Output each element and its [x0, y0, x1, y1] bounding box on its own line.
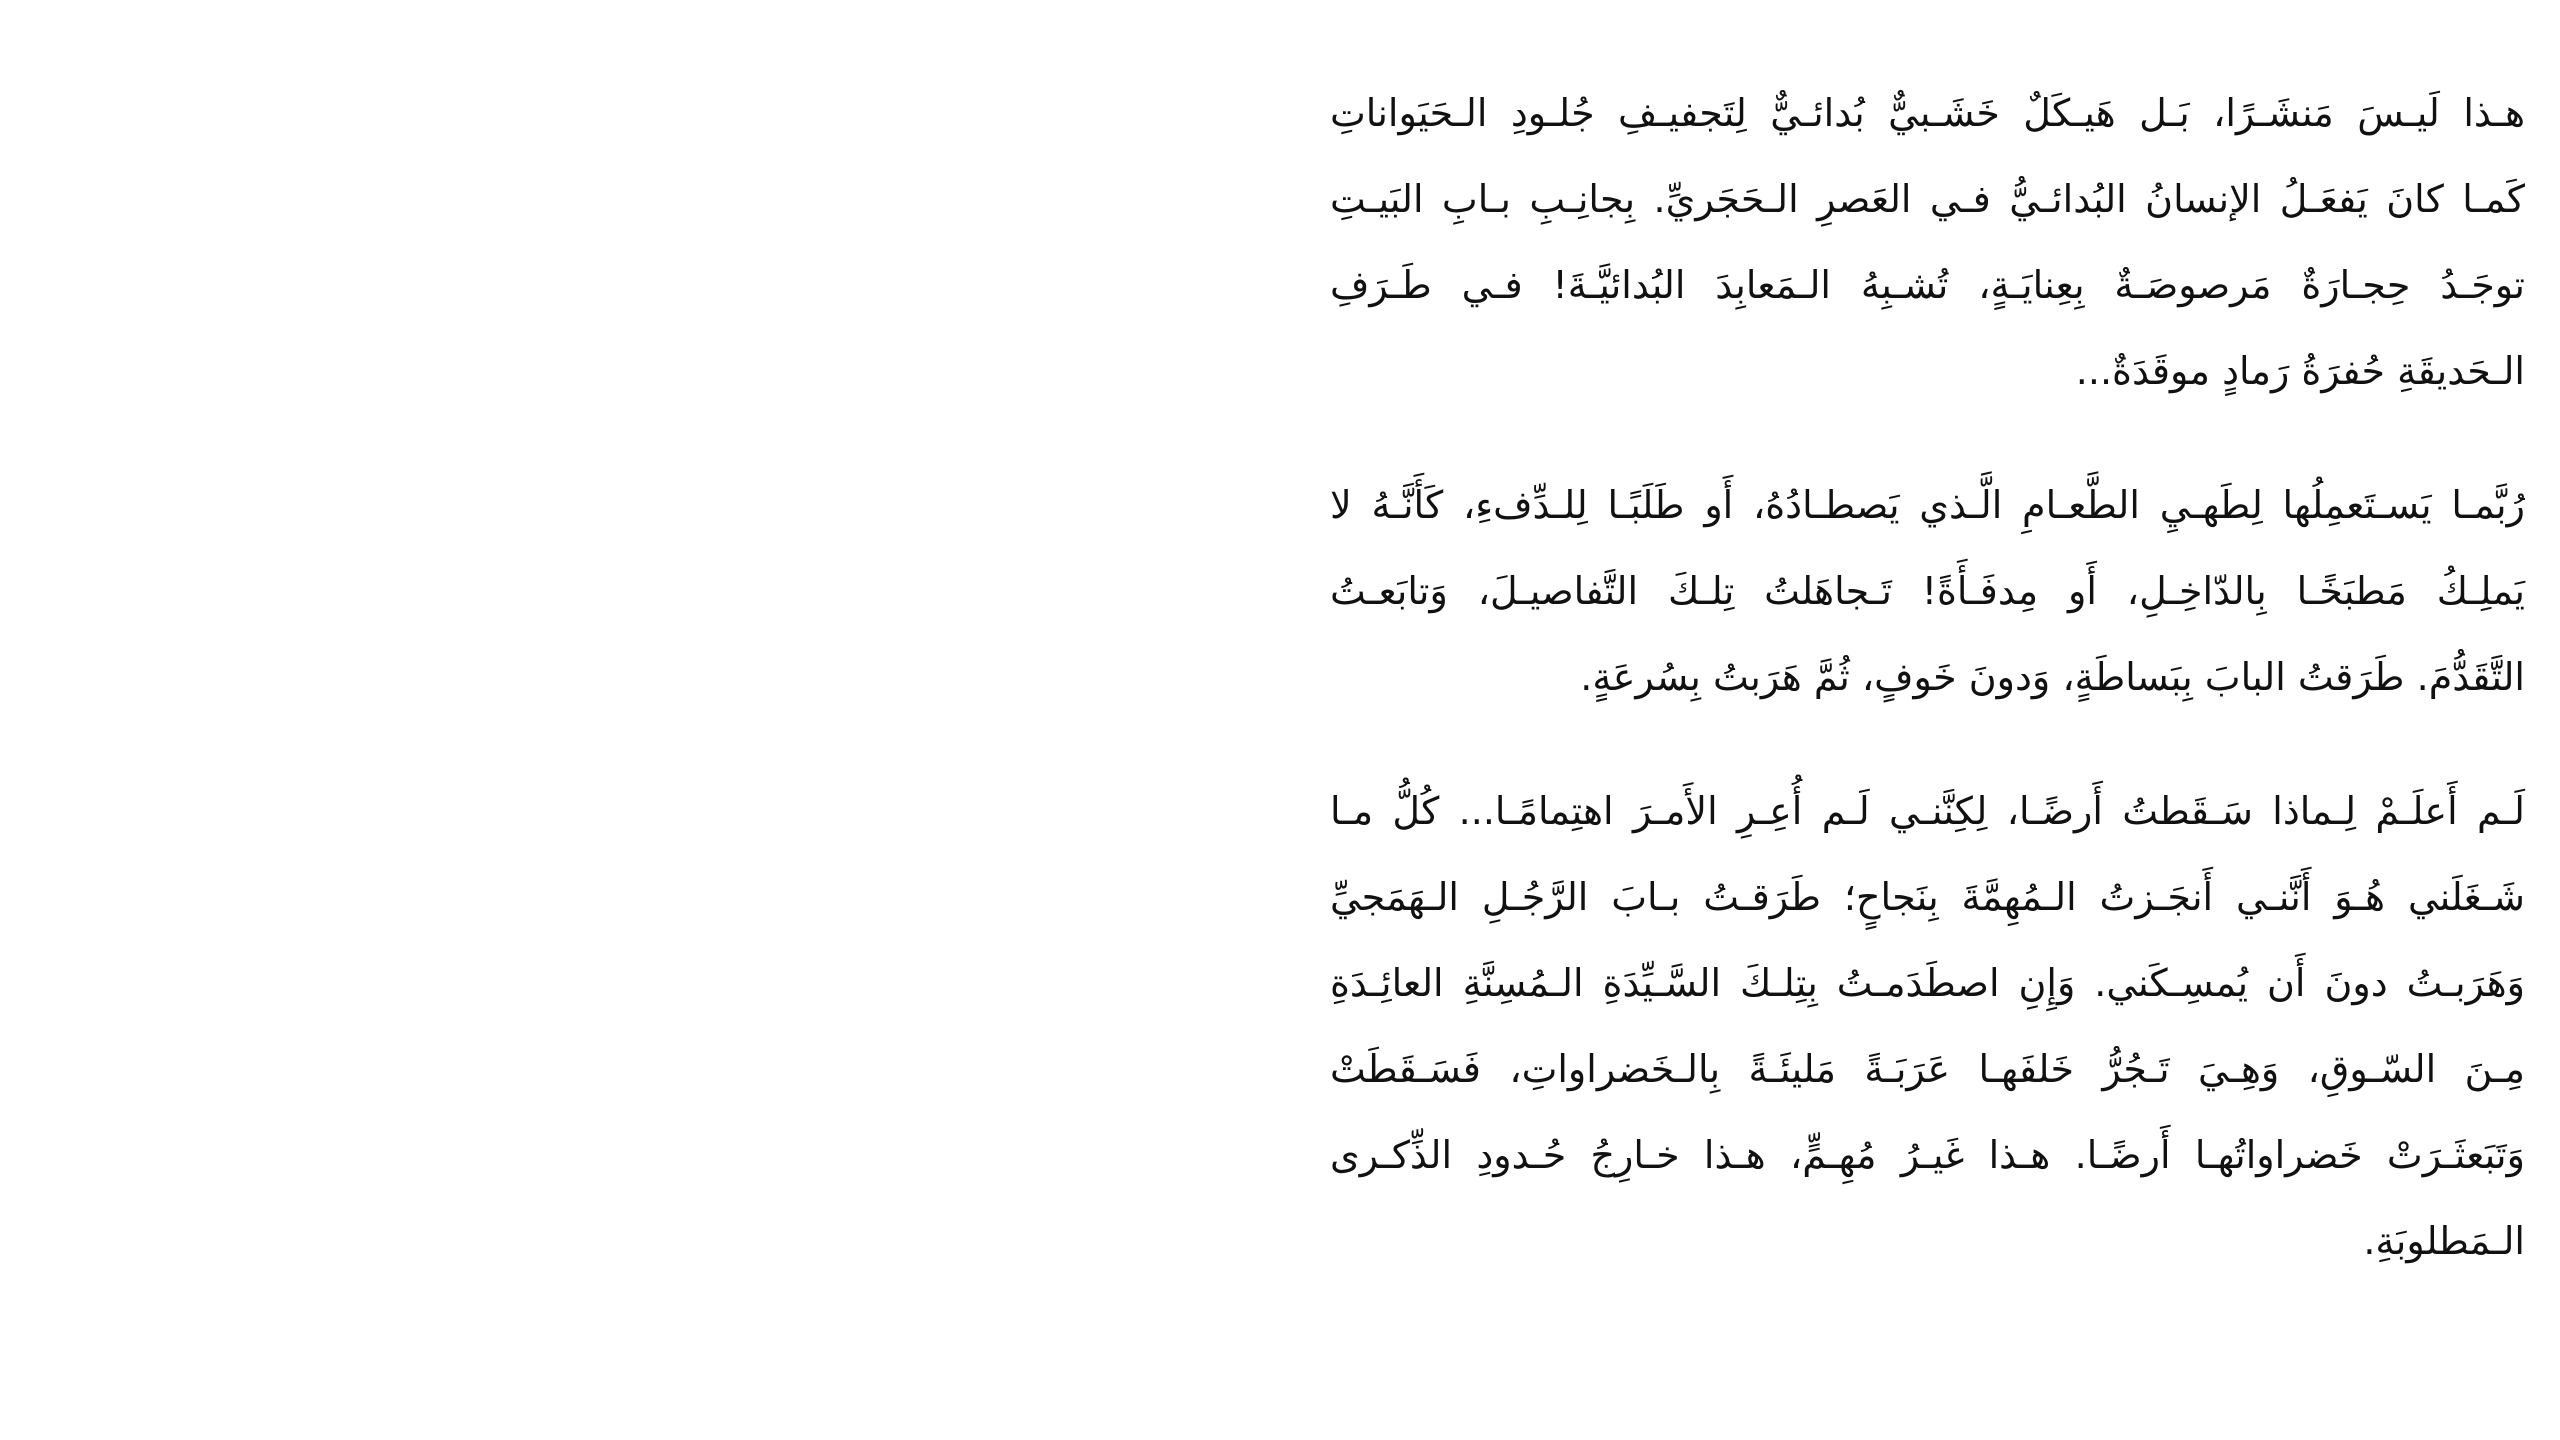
text-line: وَهَرَبـتُ دونَ أَن يُمسِـكَني. وَإِنِ اصطَدَمـتُ بِتِلـكَ السَّـيِّدَةِ الـمُسِنَّةِ العائِـدَةِ — [1330, 961, 2525, 1005]
text-line: لَـم أَعلَـمْ لِـماذا سَـقَطتُ أَرضًـا، لِكِنَّنـي لَـم أُعِـرِ الأَمـرَ اهتِمامًـا... كُلُّ مـا — [1330, 789, 2525, 833]
paragraph-2 — [1330, 462, 2525, 720]
text-line: وَتَبَعثَـرَتْ خَضراواتُهـا أَرضًـا. هـذا غَيـرُ مُهِـمٍّ، هـذا خـارِجُ حُـدودِ الذِّكـرى — [1330, 1133, 2525, 1177]
text-column — [1330, 70, 2525, 1332]
text-line: هـذا لَيـسَ مَنشَـرًا، بَـل هَيـكَلٌ خَشَـبيٌّ بُدائـيٌّ لِتَجفيـفِ جُلـودِ الـحَيَواناتِ — [1330, 91, 2525, 135]
text-line: يَملِـكُ مَطبَخًـا بِالدّاخِـلِ، أَو مِدفَـأَةً! تَـجاهَلتُ تِلـكَ التَّفاصيـلَ، وَتابَعـتُ — [1330, 569, 2525, 613]
text-line: التَّقَدُّمَ. طَرَقتُ البابَ بِبَساطَةٍ، وَدونَ خَوفٍ، ثُمَّ هَرَبتُ بِسُرعَةٍ. — [1580, 655, 2525, 699]
text-line: كَمـا كانَ يَفعَـلُ الإنسانُ البُدائـيُّ فـي العَصرِ الـحَجَريِّ. بِجانِـبِ بـابِ البَيـتِ — [1330, 177, 2525, 221]
paragraph-3 — [1330, 768, 2525, 1284]
paragraph-1 — [1330, 70, 2525, 414]
text-line: شَـغَلَني هُـوَ أَنَّنـي أَنجَـزتُ الـمُهِمَّةَ بِنَجاحٍ؛ طَرَقـتُ بـابَ الرَّجُـلِ الـهَمَجيِّ — [1330, 875, 2525, 919]
text-line: الـحَديقَةِ حُفرَةُ رَمادٍ موقَدَةٌ... — [2075, 349, 2525, 393]
text-line: توجَـدُ حِجـارَةٌ مَرصوصَـةٌ بِعِنايَـةٍ، تُشـبِهُ الـمَعابِدَ البُدائيَّـةَ! فـي طَـرَفِ — [1330, 263, 2525, 307]
text-line: مِـنَ السّـوقِ، وَهِـيَ تَـجُرُّ خَلفَهـا عَرَبَـةً مَليئَـةً بِالـخَضراواتِ، فَسَـقَطَتْ — [1330, 1047, 2525, 1091]
text-line: رُبَّمـا يَسـتَعمِلُها لِطَهـيِ الطَّعـامِ الَّـذي يَصطـادُهُ، أَو طَلَبًـا لِلـدِّفءِ، كَأَنَّـهُ لا — [1330, 483, 2525, 527]
text-line: الـمَطلوبَةِ. — [2363, 1219, 2525, 1263]
